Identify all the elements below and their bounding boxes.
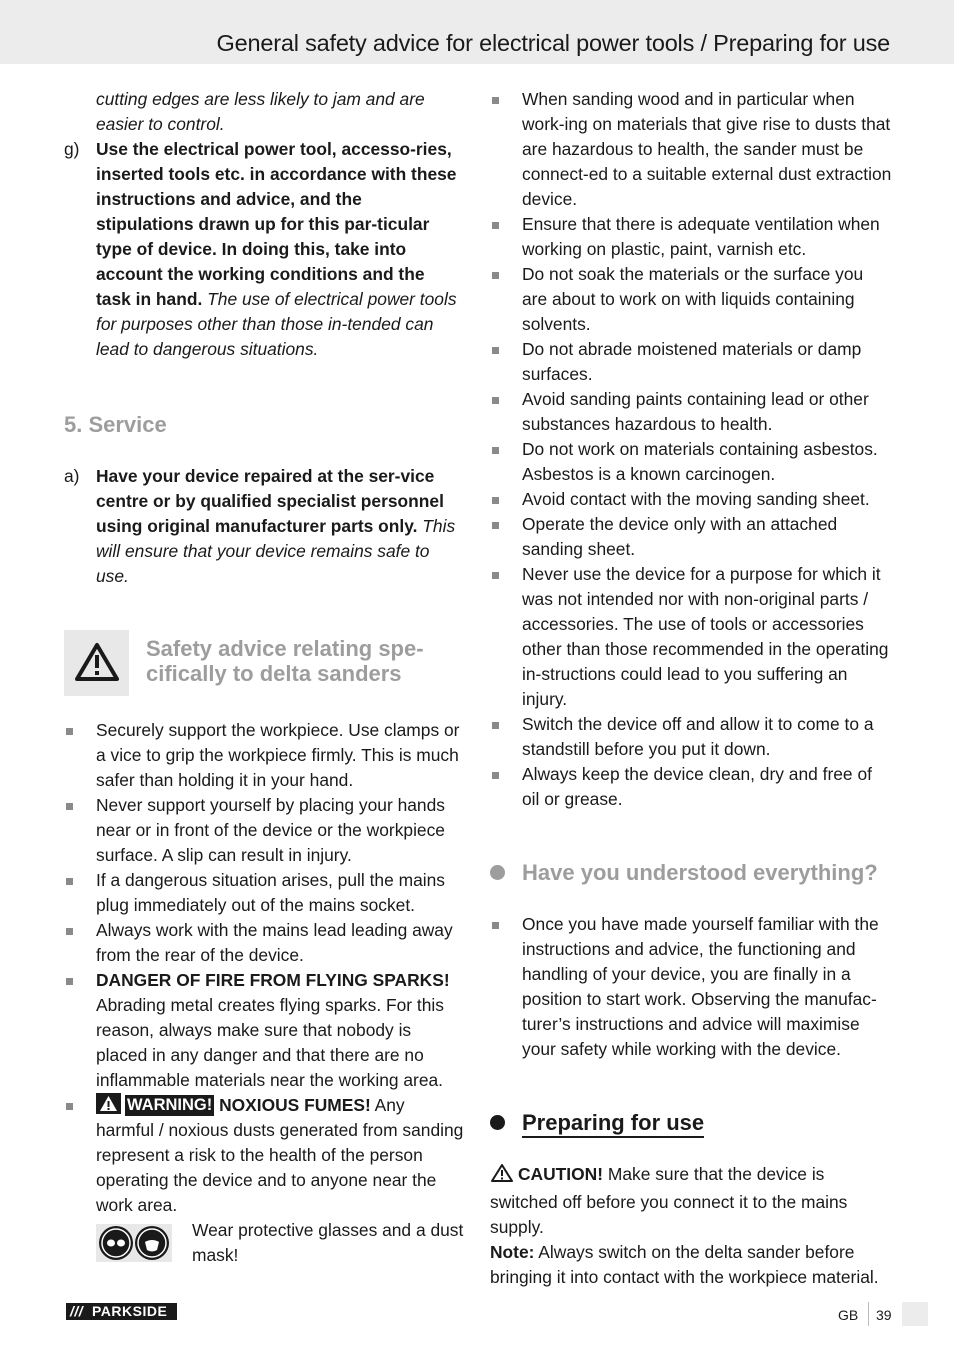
caution-text: Make sure that the device is switched off before you connect it to the mains supply. [490, 1164, 848, 1237]
note-text: Always switch on the delta sander before bringing it into contact with the workpiece material. [490, 1242, 879, 1287]
delta-safety-heading-block [64, 630, 464, 696]
warning-triangle-small-icon [96, 1093, 121, 1114]
list-item-text: Always work with the mains lead leading away from the rear of the device. [96, 920, 453, 965]
list-item-text: Ensure that there is adequate ventilation when working on plastic, paint, varnish etc. [522, 214, 880, 259]
list-item [490, 437, 892, 487]
safety-glasses-icon [99, 1226, 133, 1260]
bullet-square-icon [492, 222, 499, 229]
fumes-text: Any harmful / noxious dusts generated from sanding represent a risk to the health of the person operating the device and to anyone near the work area. [96, 1095, 464, 1215]
language-code: GB [838, 1307, 859, 1323]
sanding-safety-list [490, 87, 892, 812]
bullet-square-icon [492, 497, 499, 504]
list-item-text: Do not abrade moistened materials or damp surfaces. [522, 339, 862, 384]
bullet-square-icon [492, 97, 499, 104]
list-item-text: Do not soak the materials or the surface you are about to work on with liquids containing solvents. [522, 264, 864, 334]
preparing-heading-block [490, 1110, 892, 1135]
bullet-square-icon [66, 1103, 73, 1110]
page-number: 39 [876, 1307, 892, 1323]
list-item [490, 387, 892, 437]
list-item [490, 712, 892, 762]
bullet-square-icon [492, 447, 499, 454]
fumes-bold: NOXIOUS FUMES! [214, 1095, 371, 1115]
list-item [490, 487, 892, 512]
understood-list [490, 912, 892, 1062]
bullet-square-icon [492, 397, 499, 404]
item-g-letter: g) [64, 139, 80, 159]
bullet-square-icon [492, 572, 499, 579]
preparing-heading: Preparing for use [522, 1110, 704, 1138]
dust-mask-icon [135, 1226, 169, 1260]
caution-triangle-icon [490, 1163, 514, 1190]
item-g-bold: Use the electrical power tool, accesso-ries, inserted tools etc. in accordance with these instructions and advice, and the stipulations drawn up for this par-ticular type of device. In doing this, take into account the working conditions and the task in hand. [96, 139, 457, 309]
bullet-square-icon [66, 978, 73, 985]
bullet-dot-icon [490, 865, 505, 880]
bullet-square-icon [492, 272, 499, 279]
fire-danger-text: Abrading metal creates flying sparks. For this reason, always make sure that nobody is placed in any danger and that there are no inflammable materials near the working area. [96, 995, 444, 1090]
list-item [490, 512, 892, 562]
understood-heading-block [490, 860, 892, 885]
list-item-text: When sanding wood and in particular when work-ing on materials that give rise to dusts that are hazardous to health, the sander must be connect-ed to a suitable external dust extraction device. [522, 89, 892, 209]
list-item [64, 793, 464, 868]
list-item-text: Never use the device for a purpose for which it was not intended nor with non-original parts / accessories. The use of tools or accessories other than those recommended in the operating in-structions could lead to you suffering an injury. [522, 564, 889, 709]
bullet-square-icon [492, 772, 499, 779]
item-g [64, 137, 464, 362]
list-item-text: Once you have made yourself familiar with the instructions and advice, the functioning and handling of your device, you are finally in a position to start work. Observing the manufac-turer’s instructions and advice will maximise your safety while working with the device. [522, 914, 879, 1059]
page-header-title: General safety advice for electrical power tools / Preparing for use [216, 30, 890, 56]
right-column [490, 87, 892, 1290]
footer-box [902, 1302, 928, 1326]
service-item-a-italic: This will ensure that your device remains safe to use. [96, 516, 456, 586]
list-item-text: Always keep the device clean, dry and free of oil or grease. [522, 764, 872, 809]
bullet-square-icon [492, 522, 499, 529]
warning-tag: WARNING! [127, 1096, 213, 1114]
bullet-square-icon [66, 928, 73, 935]
bullet-square-icon [66, 728, 73, 735]
list-item [490, 762, 892, 812]
delta-safety-list [64, 718, 464, 1218]
list-item-text: Securely support the workpiece. Use clamps or a vice to grip the workpiece firmly. This is much safer than holding it in your hand. [96, 720, 460, 790]
bullet-square-icon [492, 347, 499, 354]
item-g-italic: The use of electrical power tools for purposes other than those in-tended can lead to dangerous situations. [96, 289, 457, 359]
caution-bold: CAUTION! [518, 1164, 604, 1184]
list-item [64, 918, 464, 968]
list-item [64, 868, 464, 918]
bullet-square-icon [66, 803, 73, 810]
list-item-fumes [64, 1093, 464, 1218]
note-bold: Note: [490, 1242, 535, 1262]
brand-slashes: /// [70, 1303, 84, 1319]
ppe-text: Wear protective glasses and a dust mask! [192, 1220, 464, 1265]
list-item [490, 562, 892, 712]
list-item-text: Avoid contact with the moving sanding sheet. [522, 489, 870, 509]
list-item [490, 212, 892, 262]
left-column [64, 87, 464, 1268]
header-bar [0, 0, 954, 64]
fire-danger-bold: DANGER OF FIRE FROM FLYING SPARKS! [96, 970, 450, 990]
footer-divider [868, 1302, 869, 1326]
service-heading: 5. Service [64, 412, 167, 437]
list-item-text: Switch the device off and allow it to come to a standstill before you put it down. [522, 714, 874, 759]
ppe-icons [96, 1224, 172, 1262]
brand-logo [66, 1303, 177, 1320]
delta-safety-heading: Safety advice relating spe-cifically to delta sanders [146, 636, 424, 686]
list-item [490, 87, 892, 212]
caution-paragraph [490, 1162, 892, 1240]
list-item-text: Avoid sanding paints containing lead or other substances hazardous to health. [522, 389, 869, 434]
understood-heading: Have you understood everything? [522, 860, 878, 885]
warning-triangle-icon [64, 630, 129, 696]
bullet-square-icon [66, 878, 73, 885]
service-item-a [64, 464, 464, 589]
bullet-dot-icon [490, 1115, 505, 1130]
list-item-text: Do not work on materials containing asbestos. Asbestos is a known carcinogen. [522, 439, 878, 484]
service-item-a-letter: a) [64, 466, 80, 486]
ppe-row [96, 1218, 464, 1268]
list-item-text: Never support yourself by placing your hands near or in front of the device or the workpiece surface. A slip can result in injury. [96, 795, 445, 865]
intro-italic-text: cutting edges are less likely to jam and are easier to control. [96, 89, 425, 134]
list-item [490, 337, 892, 387]
service-item-a-bold: Have your device repaired at the ser-vice centre or by qualified specialist personnel using original manufacturer parts only. [96, 466, 444, 536]
brand-name: PARKSIDE [92, 1303, 168, 1319]
list-item [64, 718, 464, 793]
note-paragraph [490, 1240, 892, 1290]
list-item-text: If a dangerous situation arises, pull the mains plug immediately out of the mains socket. [96, 870, 445, 915]
list-item [490, 262, 892, 337]
list-item [490, 912, 892, 1062]
bullet-square-icon [492, 722, 499, 729]
bullet-square-icon [492, 922, 499, 929]
list-item-text: Operate the device only with an attached sanding sheet. [522, 514, 838, 559]
list-item-fire [64, 968, 464, 1093]
